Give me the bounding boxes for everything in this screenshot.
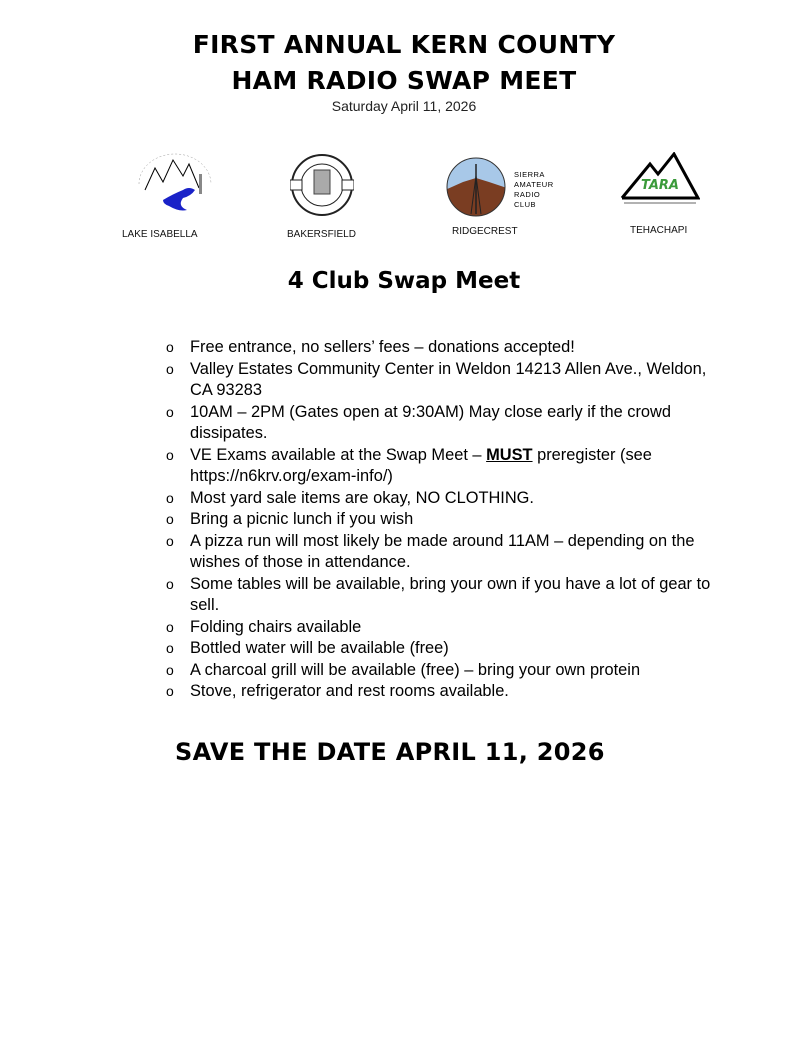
event-date: Saturday April 11, 2026 <box>331 98 477 114</box>
kern-county-central-valley-arc-logo-icon <box>290 152 354 218</box>
list-item: o A charcoal grill will be available (free) – bring your own protein <box>166 660 726 682</box>
circle-bullet-icon: o <box>166 403 174 420</box>
list-item: o Bring a picnic lunch if you wish <box>166 509 726 531</box>
list-item: o Some tables will be available, bring your own if you have a lot of gear to sell. <box>166 574 711 614</box>
list-item: o VE Exams available at the Swap Meet – MUST preregister (see https://n6krv.org/exam-info/) <box>166 445 652 485</box>
list-item: o Folding chairs available <box>166 617 726 639</box>
circle-bullet-icon: o <box>166 683 174 699</box>
logo-label-ridgecrest: RIDGECREST <box>452 226 518 237</box>
circle-bullet-icon: o <box>166 489 174 506</box>
circle-bullet-icon: o <box>166 618 174 635</box>
tara-logo-icon <box>620 152 700 206</box>
circle-bullet-icon: o <box>166 339 174 355</box>
details-list <box>166 337 726 703</box>
circle-bullet-icon: o <box>166 661 174 678</box>
logo-label-lake-isabella: LAKE ISABELLA <box>122 229 198 240</box>
circle-bullet-icon: o <box>166 575 174 592</box>
svg-text:TARA: TARA <box>641 178 679 193</box>
must-emphasis: MUST <box>486 445 533 464</box>
save-the-date-banner: SAVE THE DATE APRIL 11, 2026 <box>175 738 605 766</box>
circle-bullet-icon: o <box>166 446 174 463</box>
list-item: o Most yard sale items are okay, NO CLOTHING. <box>166 488 726 510</box>
sequoia-amateur-radio-group-logo-icon <box>133 150 217 218</box>
title-line-1: FIRST ANNUAL KERN COUNTY <box>192 30 616 59</box>
list-item: o Bottled water will be available (free) <box>166 638 726 660</box>
list-item: o Stove, refrigerator and rest rooms available. <box>166 681 726 703</box>
title-line-2: HAM RADIO SWAP MEET <box>231 66 577 95</box>
subtitle: 4 Club Swap Meet <box>287 268 521 294</box>
list-item: o A pizza run will most likely be made around 11AM – depending on the wishes of those in attendance. <box>166 531 695 571</box>
circle-bullet-icon: o <box>166 640 174 656</box>
sierra-club-name: SIERRA AMATEUR RADIO CLUB <box>514 170 554 209</box>
sierra-amateur-radio-club-logo-icon <box>445 156 507 218</box>
list-item: o Valley Estates Community Center in Weldon 14213 Allen Ave., Weldon, CA 93283 <box>166 359 707 399</box>
list-item: o Free entrance, no sellers’ fees – donations accepted! <box>166 337 726 359</box>
circle-bullet-icon: o <box>166 511 174 527</box>
logo-label-tehachapi: TEHACHAPI <box>630 225 688 236</box>
circle-bullet-icon: o <box>166 360 174 377</box>
logo-label-bakersfield: BAKERSFIELD <box>287 229 356 240</box>
circle-bullet-icon: o <box>166 532 174 549</box>
list-item: o 10AM – 2PM (Gates open at 9:30AM) May close early if the crowd dissipates. <box>166 402 672 442</box>
